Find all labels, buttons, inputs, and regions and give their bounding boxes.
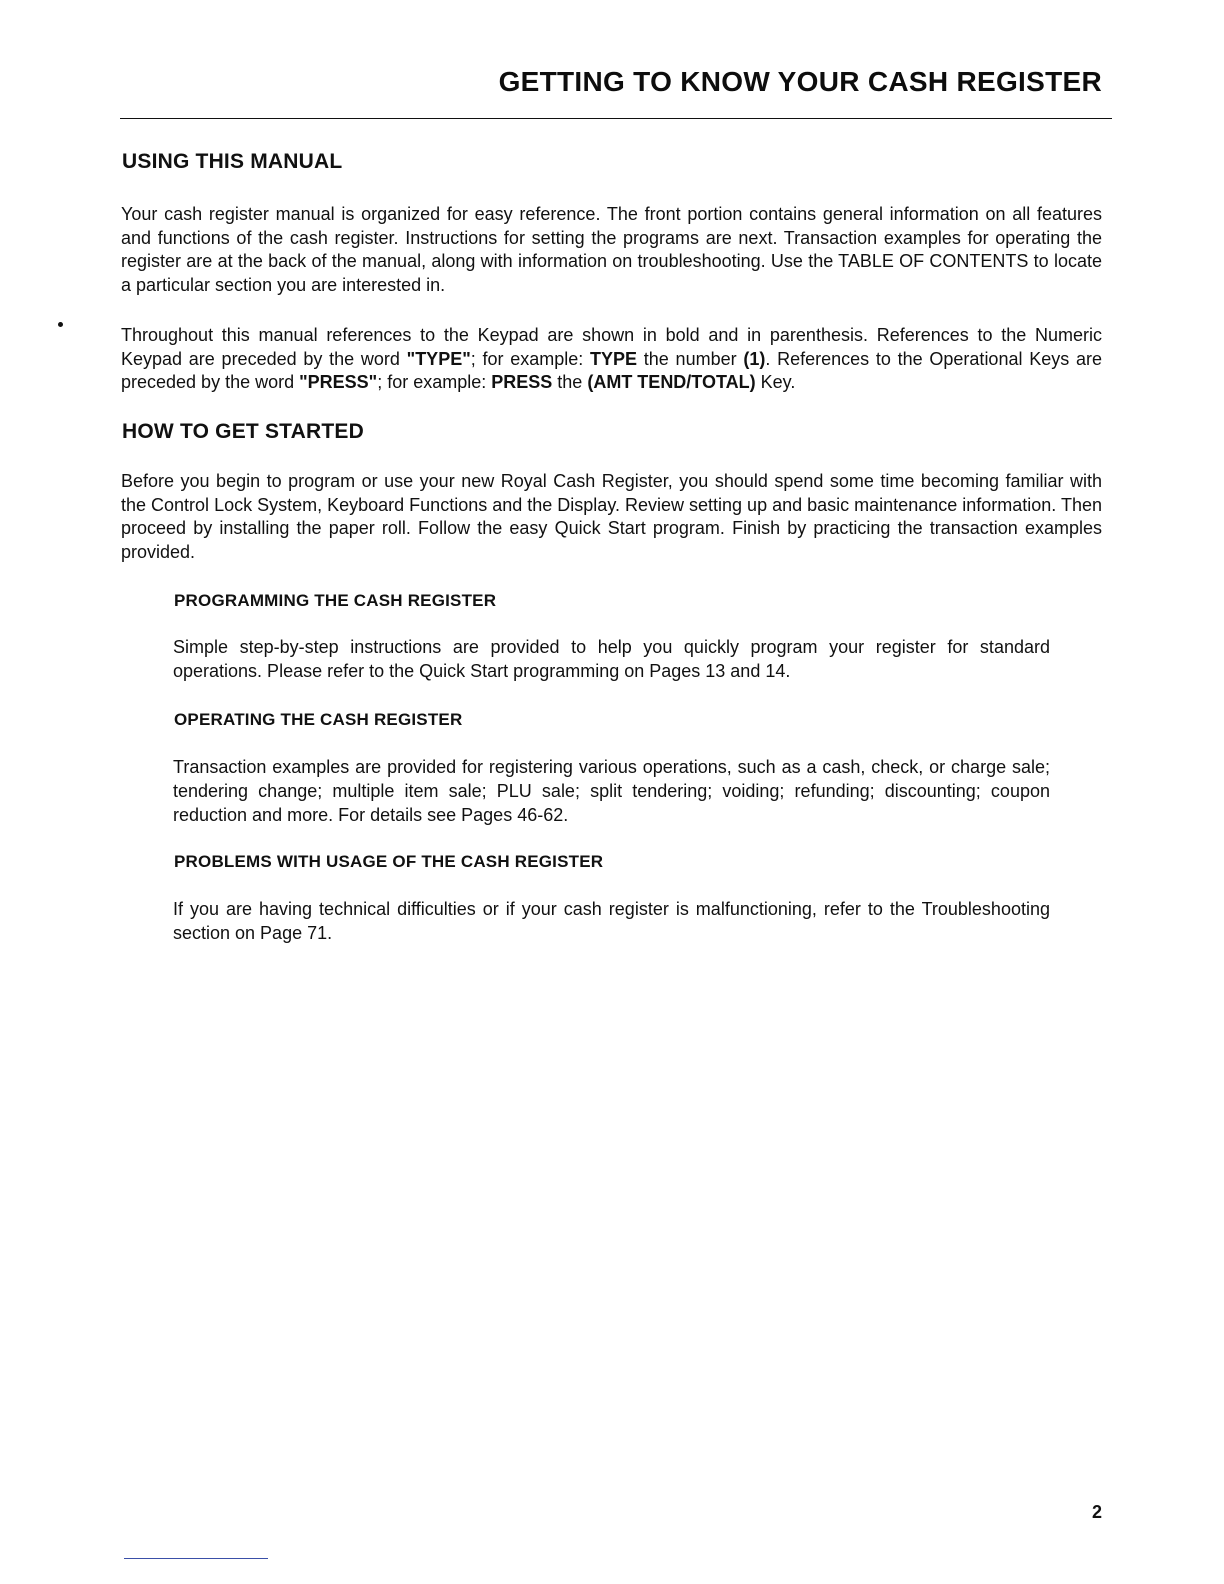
page-number: 2 bbox=[1091, 1502, 1102, 1522]
footer-rule bbox=[124, 1558, 268, 1559]
key-example: (AMT TEND/TOTAL) bbox=[587, 372, 756, 392]
paragraph-problems: If you are having technical difficulties or if your cash register is malfunctioning, refer to the Troubleshooting section on Page 71. bbox=[173, 899, 1050, 943]
page-title: GETTING TO KNOW YOUR CASH REGISTER bbox=[498, 66, 1102, 97]
type-keyword: "TYPE" bbox=[406, 348, 471, 369]
press-example: PRESS bbox=[491, 372, 553, 392]
title-rule bbox=[120, 118, 1112, 119]
paragraph-operating: Transaction examples are provided for registering various operations, such as a cash, check, or charge sale; tendering change; multiple item sale; PLU sale; split tendering; voiding; refunding; discounting; coupon reduction and more. For details see Pages 46-62. bbox=[173, 757, 1050, 825]
paragraph-manual-organization: Your cash register manual is organized for easy reference. The front portion contains general information on all features and functions of the cash register. Instructions for setting the programs are next. Transaction examples for operating the register are at the back of the manual, along with information on troubleshooting. Use the TABLE OF CONTENTS to locate a particular section you are interested in. bbox=[121, 204, 1102, 295]
paragraph-getting-started: Before you begin to program or use your new Royal Cash Register, you should spend some time becoming familiar with the Control Lock System, Keyboard Functions and the Display. Review setting up and basic maintenance information. Then proceed by installing the paper roll. Follow the easy Quick Start program. Finish by practicing the transaction examples provided. bbox=[121, 471, 1102, 562]
sub-heading-operating: OPERATING THE CASH REGISTER bbox=[174, 710, 463, 729]
press-keyword: "PRESS" bbox=[299, 372, 378, 392]
sub-heading-problems: PROBLEMS WITH USAGE OF THE CASH REGISTER bbox=[174, 852, 604, 871]
number-example: (1) bbox=[743, 348, 766, 369]
section-heading-using-manual: USING THIS MANUAL bbox=[122, 150, 343, 173]
section-heading-getting-started: HOW TO GET STARTED bbox=[122, 420, 364, 443]
bullet-dot bbox=[58, 322, 63, 327]
paragraph-programming: Simple step-by-step instructions are provided to help you quickly program your register for standard operations. Please refer to the Quick Start programming on Pages 13 and 14. bbox=[173, 637, 1050, 681]
paragraph-keypad-references: Throughout this manual references to the Keypad are shown in bold and in parenthesis. References to the Numeric Keypad are preceded by the word "TYPE"; for example: TYPE the number (1). References to the Operational Keys are preceded by the word "PRESS"; for example: PRESS the (AMT TEND/TOTAL) Key. bbox=[121, 325, 1102, 392]
type-example: TYPE bbox=[590, 348, 638, 369]
sub-heading-programming: PROGRAMMING THE CASH REGISTER bbox=[174, 591, 497, 610]
